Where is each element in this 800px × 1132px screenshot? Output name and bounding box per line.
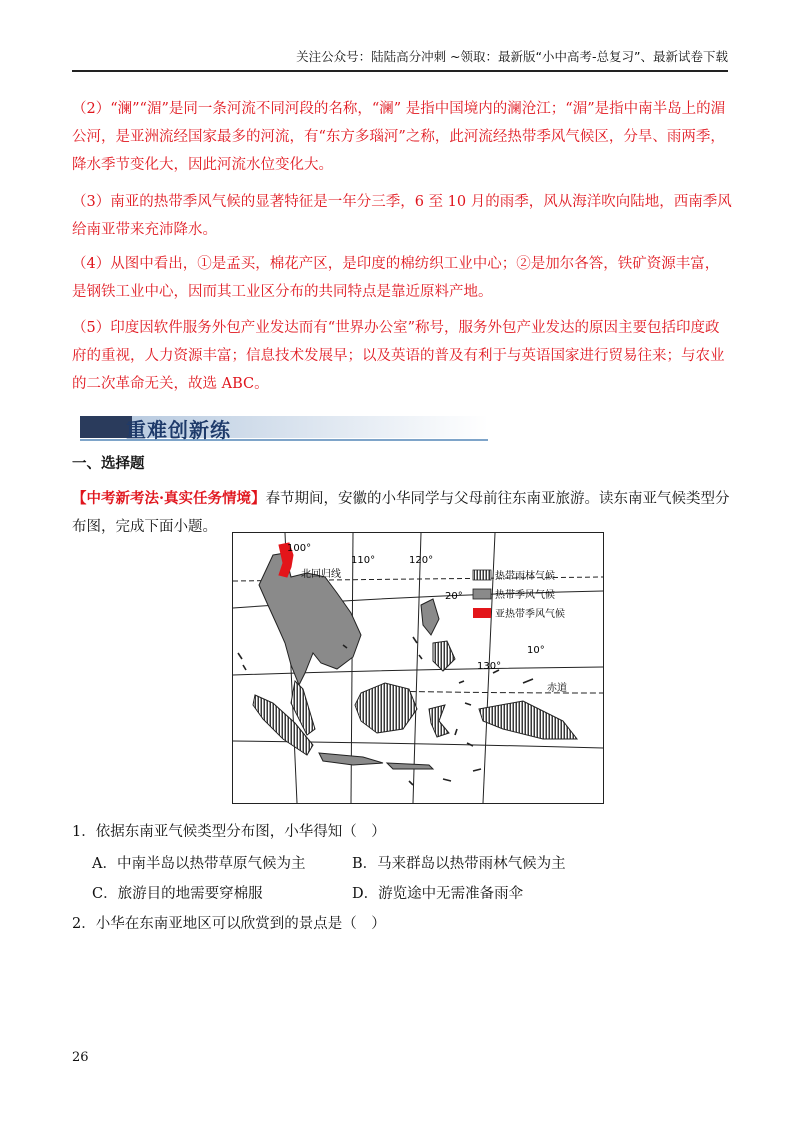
answer-5: （5）印度因软件服务外包产业发达而有“世界办公室”称号，服务外包产业发达的原因主要包括印度政府的重视，人力资源丰富；信息技术发展早；以及英语的普及有利于与英语国家进行贸易往来；与农业的二次革命无关，故选 ABC。 <box>72 320 725 392</box>
legend-label-rainforest: 热带雨林气候 <box>495 571 555 582</box>
lon-120-label: 120° <box>409 555 434 566</box>
question-1-option-a[interactable]: A．中南半岛以热带草原气候为主 <box>92 856 306 872</box>
intro-tag: 【中考新考法·真实任务情境】 <box>72 489 266 507</box>
legend-swatch-rainforest <box>473 570 491 580</box>
header-text: 关注公众号：陆陆高分冲刺 ~领取：最新版“小中高考-总复习”、最新试卷下载 <box>296 49 728 64</box>
sulawesi-rainforest <box>429 705 449 737</box>
legend-swatch-monsoon <box>473 589 491 599</box>
luzon-monsoon <box>421 599 439 635</box>
legend-label-subtropical: 亚热带季风气候 <box>495 609 565 620</box>
climate-map-svg <box>233 533 603 803</box>
legend-label-monsoon: 热带季风气候 <box>495 590 555 601</box>
new-guinea-rainforest <box>479 701 577 739</box>
answer-4: （4）从图中看出，①是孟买，棉花产区，是印度的棉纺织工业中心；②是加尔各答，铁矿资源丰富，是钢铁工业中心，因而其工业区分布的共同特点是靠近原料产地。 <box>72 256 720 300</box>
question-2-stem: 2．小华在东南亚地区可以欣赏到的景点是（ ） <box>72 916 386 932</box>
page-header <box>72 48 728 72</box>
intro-text: 春节期间，安徽的小华同学与父母前往东南亚旅游。读东南亚气候类型分布图，完成下面小题。 <box>72 490 730 535</box>
lon-110-label: 110° <box>351 555 376 566</box>
question-1-option-c[interactable]: C．旅游目的地需要穿棉服 <box>92 886 263 902</box>
borneo-rainforest <box>355 683 417 733</box>
answer-2: （2）“澜”“湄”是同一条河流不同河段的名称，“澜” 是指中国境内的澜沧江；“湄”是指中南半岛上的湄公河，是亚洲流经国家最多的河流，有“东方多瑙河”之称，此河流经热带季风气候区，分旱、雨两季，降水季节变化大，因此河流水位变化大。 <box>72 101 726 173</box>
answer-3: （3）南亚的热带季风气候的显著特征是一年分三季，6 至 10 月的雨季，风从海洋吹向陆地，西南季风给南亚带来充沛降水。 <box>72 194 732 238</box>
mindanao-rainforest <box>433 641 455 671</box>
lon-130-label: 130° <box>477 661 502 672</box>
question-1-stem: 1．依据东南亚气候类型分布图，小华得知（ ） <box>72 824 386 840</box>
section-title: 一、选择题 <box>72 456 145 472</box>
banner-title: 重难创新练 <box>126 418 231 442</box>
lesser-sunda-monsoon <box>387 763 433 769</box>
lat-10-label: 10° <box>527 645 545 656</box>
climate-map <box>232 532 604 804</box>
legend-swatch-subtropical <box>473 608 491 618</box>
question-1-option-b[interactable]: B．马来群岛以热带雨林气候为主 <box>352 856 566 872</box>
question-1-option-d[interactable]: D．游览途中无需准备雨伞 <box>352 886 524 902</box>
tropic-label: 北回归线 <box>301 569 341 580</box>
lat-20-label: 20° <box>445 591 463 602</box>
map-legend <box>473 569 565 620</box>
page-number: 26 <box>72 1050 89 1065</box>
equator-label: 赤道 <box>547 683 567 694</box>
section-banner <box>80 413 488 443</box>
lon-100-label: 100° <box>287 543 312 554</box>
banner-bar <box>80 416 132 438</box>
